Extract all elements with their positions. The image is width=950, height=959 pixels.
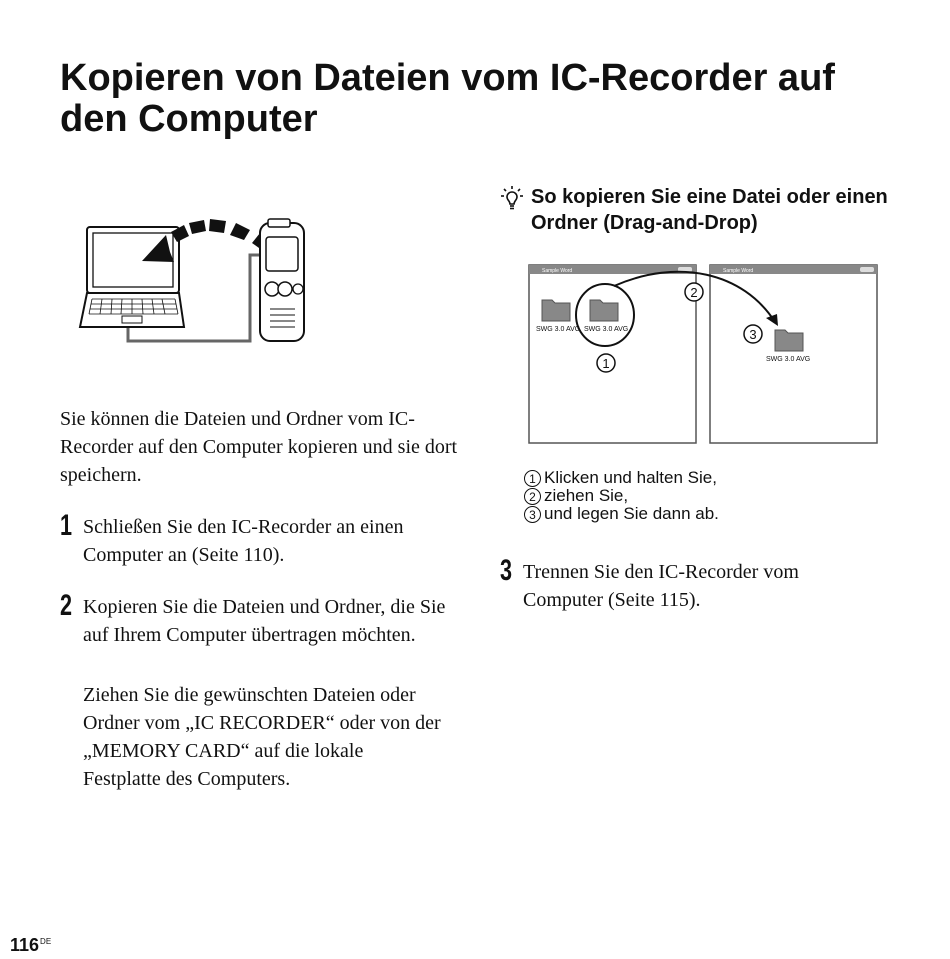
legend-text: ziehen Sie, — [544, 486, 629, 505]
folder-label: SWG 3.0 AVG — [766, 356, 811, 363]
page-title: Kopieren von Dateien vom IC-Recorder auf den Computer — [60, 57, 835, 140]
ic-recorder — [260, 219, 304, 341]
folder-icon — [775, 330, 803, 351]
callout-2 — [685, 283, 703, 301]
legend-number: 1 — [524, 470, 541, 487]
intro-paragraph: Sie können die Dateien und Ordner vom IC-Recorder auf den Computer kopieren und sie dort speichern. — [60, 408, 458, 486]
window-title: Sample Word — [723, 268, 754, 274]
step-detail: Ziehen Sie die gewünschten Dateien oder Ordner vom „IC RECORDER“ oder von der „MEMORY CARD“ auf die lokale Festplatte des Computers. — [83, 684, 441, 790]
window-title: Sample Word — [542, 268, 573, 274]
folder-label: SWG 3.0 AVG — [536, 326, 581, 333]
folder-icon — [590, 300, 618, 321]
step-number: 3 — [500, 554, 513, 587]
svg-text:3: 3 — [749, 327, 757, 342]
source-window — [529, 265, 696, 443]
device-illustration — [78, 215, 318, 350]
callout-1 — [597, 354, 615, 372]
legend-text: und legen Sie dann ab. — [544, 504, 719, 523]
page-number-value: 116 — [10, 935, 40, 955]
page-number — [10, 935, 51, 956]
folder-icon — [542, 300, 570, 321]
tip-title: So kopieren Sie eine Datei oder einen Ordner (Drag-and-Drop) — [531, 186, 888, 234]
svg-text:1: 1 — [602, 356, 610, 371]
step-text: Schließen Sie den IC-Recorder an einen Computer an (Seite 110). — [83, 516, 404, 566]
legend-number: 3 — [524, 506, 541, 523]
callout-3 — [744, 325, 762, 343]
step-number: 1 — [60, 509, 73, 542]
legend-number: 2 — [524, 488, 541, 505]
step-text: Trennen Sie den IC-Recorder vom Computer (Seite 115). — [523, 561, 799, 611]
svg-text:2: 2 — [690, 285, 698, 300]
folder-label: SWG 3.0 AVG — [584, 326, 629, 333]
legend-text: Klicken und halten Sie, — [544, 468, 717, 487]
target-window — [710, 265, 877, 443]
legend-item — [524, 505, 854, 523]
step-number: 2 — [60, 589, 73, 622]
lightbulb-icon — [500, 185, 524, 211]
legend-item — [524, 487, 854, 505]
diagram-legend — [524, 469, 854, 523]
drag-drop-diagram — [528, 264, 880, 446]
legend-item — [524, 469, 854, 487]
language-code: DE — [40, 937, 52, 946]
step-text: Kopieren Sie die Dateien und Ordner, die Sie auf Ihrem Computer übertragen möchten. — [83, 596, 446, 646]
